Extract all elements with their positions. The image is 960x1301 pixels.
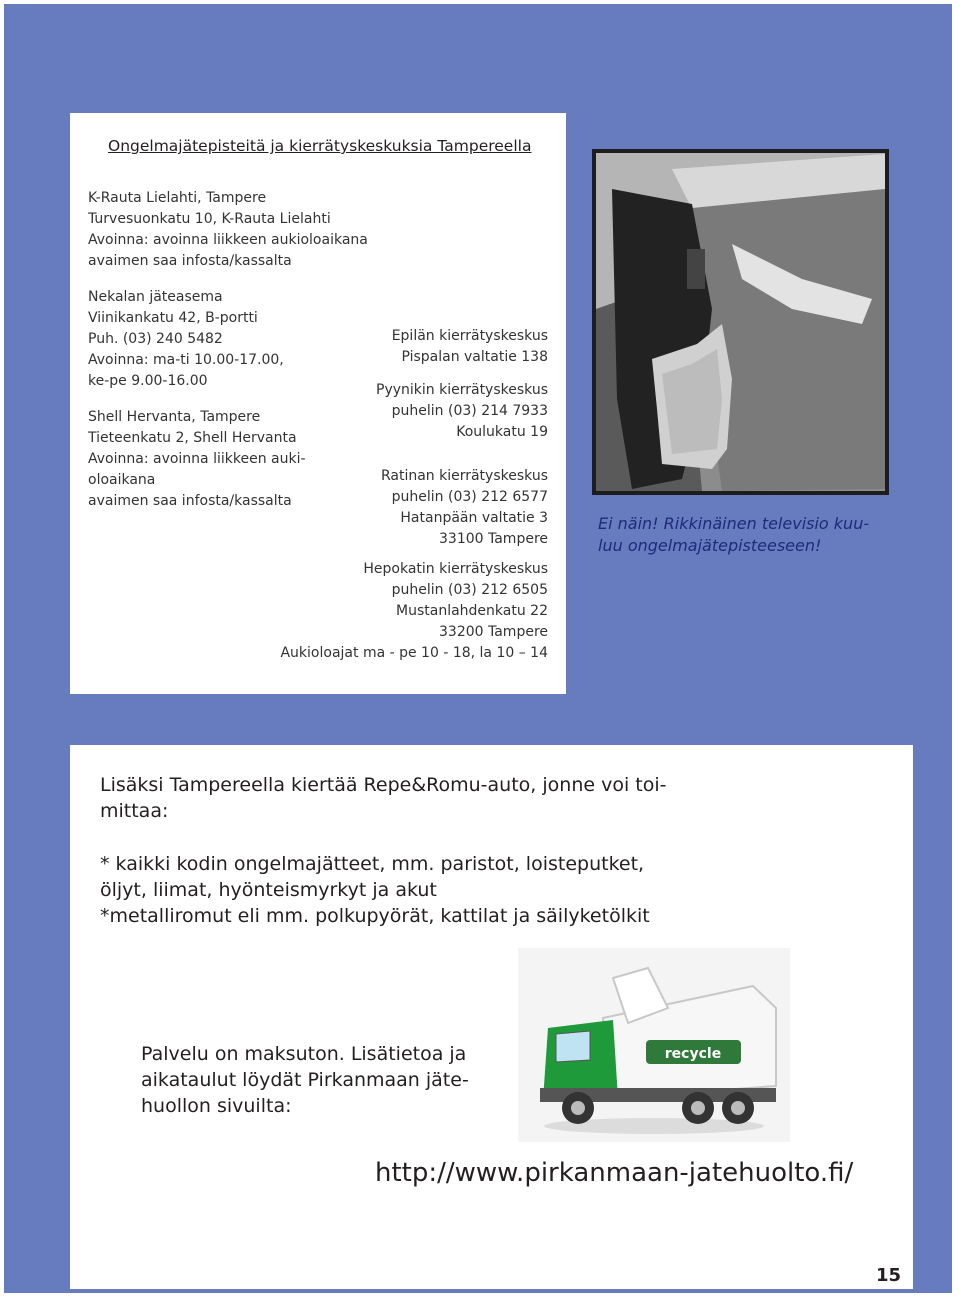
location-k-rauta — [88, 188, 368, 272]
location-ratina — [381, 466, 548, 550]
location-epila — [392, 326, 548, 368]
location-line: Mustanlahdenkatu 22 — [396, 603, 548, 619]
location-line: Hatanpään valtatie 3 — [400, 510, 548, 526]
items-paragraph — [100, 851, 650, 929]
location-line: Hepokatin kierrätyskeskus — [363, 561, 548, 577]
location-line: puhelin (03) 214 7933 — [391, 403, 548, 419]
location-line: Epilän kierrätyskeskus — [391, 328, 548, 344]
location-shell-hervanta — [88, 407, 306, 512]
location-pyynikki — [376, 380, 548, 443]
paragraph-line: aikataulut löydät Pirkanmaan jäte- — [141, 1069, 469, 1091]
location-line: Ratinan kierrätyskeskus — [380, 468, 548, 484]
paragraph-line: * kaikki kodin ongelmajätteet, mm. paristot, loisteputket, — [100, 853, 645, 875]
location-line: 33100 Tampere — [439, 531, 548, 547]
location-line: K-Rauta Lielahti, Tampere — [88, 190, 267, 206]
location-line: ke-pe 9.00-16.00 — [88, 373, 208, 389]
location-line: Avoinna: avoinna liikkeen auki- — [88, 451, 306, 467]
location-line: Nekalan jäteasema — [88, 289, 223, 305]
location-hepokatti — [280, 559, 548, 664]
location-line: Turvesuonkatu 10, K-Rauta Lielahti — [88, 211, 331, 227]
location-line: Koulukatu 19 — [456, 424, 548, 440]
location-line: Pispalan valtatie 138 — [401, 349, 548, 365]
location-line: Avoinna: avoinna liikkeen aukioloaikana — [88, 232, 368, 248]
location-line: avaimen saa infosta/kassalta — [88, 253, 292, 269]
recycle-truck-image — [518, 948, 790, 1142]
location-line: Aukioloajat ma - pe 10 - 18, la 10 – 14 — [280, 645, 548, 661]
paragraph-line: öljyt, liimat, hyönteismyrkyt ja akut — [100, 879, 437, 901]
location-line: Puh. (03) 240 5482 — [88, 331, 223, 347]
website-link[interactable]: http://www.pirkanmaan-jatehuolto.fi/ — [375, 1158, 854, 1188]
location-line: Avoinna: ma-ti 10.00-17.00, — [88, 352, 284, 368]
paragraph-line: huollon sivuilta: — [141, 1095, 292, 1117]
photo-caption — [598, 513, 898, 557]
location-line: avaimen saa infosta/kassalta — [88, 493, 292, 509]
location-line: Tieteenkatu 2, Shell Hervanta — [88, 430, 297, 446]
location-line: Shell Hervanta, Tampere — [88, 409, 261, 425]
location-line: 33200 Tampere — [439, 624, 548, 640]
location-line: Pyynikin kierrätyskeskus — [376, 382, 548, 398]
location-line: puhelin (03) 212 6577 — [391, 489, 548, 505]
page-number: 15 — [876, 1265, 902, 1286]
caption-line: Ei näin! Rikkinäinen televisio kuu- — [598, 514, 870, 533]
location-nekala — [88, 287, 284, 392]
broken-television-photo — [592, 149, 889, 495]
paragraph-line: Palvelu on maksuton. Lisätietoa ja — [141, 1043, 467, 1065]
paragraph-line: mittaa: — [100, 800, 169, 822]
section-title: Ongelmajätepisteitä ja kierrätyskeskuksia Tampereella — [108, 137, 532, 155]
location-line: oloaikana — [88, 472, 156, 488]
paragraph-line: *metalliromut eli mm. polkupyörät, kattilat ja säilyketölkit — [100, 905, 650, 927]
location-line: Viinikankatu 42, B-portti — [88, 310, 258, 326]
truck-logo-text: recycle — [664, 1046, 722, 1062]
caption-line: luu ongelmajätepisteeseen! — [598, 536, 822, 555]
paragraph-line: Lisäksi Tampereella kiertää Repe&Romu-auto, jonne voi toi- — [100, 774, 667, 796]
service-paragraph — [100, 1041, 469, 1119]
info-paragraph — [100, 772, 667, 824]
location-line: puhelin (03) 212 6505 — [391, 582, 548, 598]
